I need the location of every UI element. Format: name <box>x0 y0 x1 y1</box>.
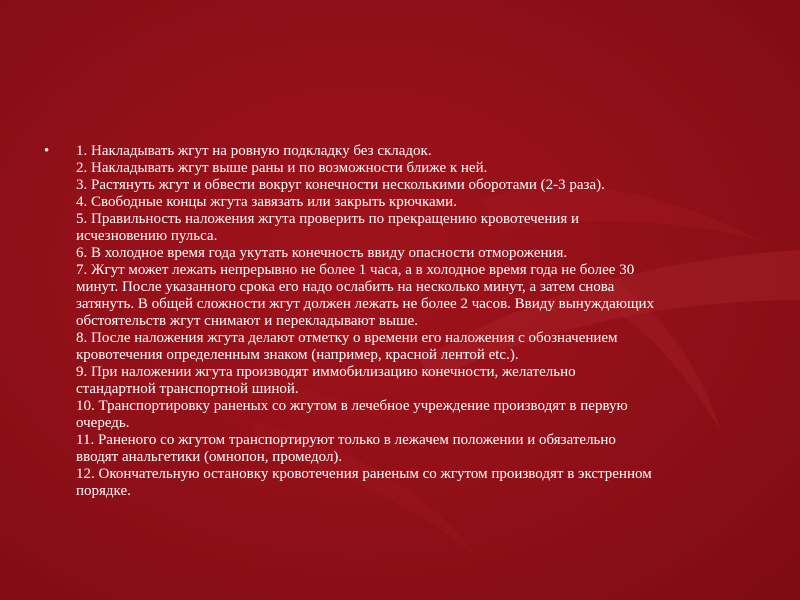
text-line: 11. Раненого со жгутом транспортируют только в лежачем положении и обязательно <box>76 432 616 448</box>
text-line: 9. При наложении жгута производят иммобилизацию конечности, желательно <box>76 364 576 380</box>
text-line: 4. Свободные концы жгута завязать или закрыть крючками. <box>76 194 457 210</box>
text-line: 3. Растянуть жгут и обвести вокруг конечности несколькими оборотами (2-3 раза). <box>76 177 605 193</box>
text-line: 8. После наложения жгута делают отметку о времени его наложения с обозначением <box>76 330 618 346</box>
text-line: затянуть. В общей сложности жгут должен лежать не более 2 часов. Ввиду вынуждающих <box>76 296 655 312</box>
text-line: минут. После указанного срока его надо ослабить на несколько минут, а затем снова <box>76 279 615 295</box>
text-line: очередь. <box>76 415 130 431</box>
text-line: кровотечения определенным знаком (например, красной лентой etc.). <box>76 347 519 363</box>
text-line: 5. Правильность наложения жгута проверить по прекращению кровотечения и <box>76 211 580 227</box>
text-line: исчезновению пульса. <box>76 228 218 244</box>
text-line: обстоятельств жгут снимают и перекладывают выше. <box>76 313 418 329</box>
text-line: 7. Жгут может лежать непрерывно не более 1 часа, а в холодное время года не более 30 <box>76 262 635 278</box>
text-line: 2. Накладывать жгут выше раны и по возможности ближе к ней. <box>76 160 488 176</box>
text-line: 12. Окончательную остановку кровотечения раненым со жгутом производят в экстренном <box>76 466 652 482</box>
text-line: 10. Транспортировку раненых со жгутом в лечебное учреждение производят в первую <box>76 398 628 414</box>
bullet-marker: • <box>44 143 50 159</box>
text-line: порядке. <box>76 483 131 499</box>
text-line: 6. В холодное время года укутать конечность ввиду опасности отморожения. <box>76 245 568 261</box>
tourniquet-rules-list <box>76 143 764 500</box>
bullet-item <box>44 143 764 500</box>
text-line: вводят анальгетики (омнопон, промедол). <box>76 449 343 465</box>
text-line: 1. Накладывать жгут на ровную подкладку без складок. <box>76 143 432 159</box>
slide-body <box>44 143 764 500</box>
text-line: стандартной транспортной шиной. <box>76 381 299 397</box>
